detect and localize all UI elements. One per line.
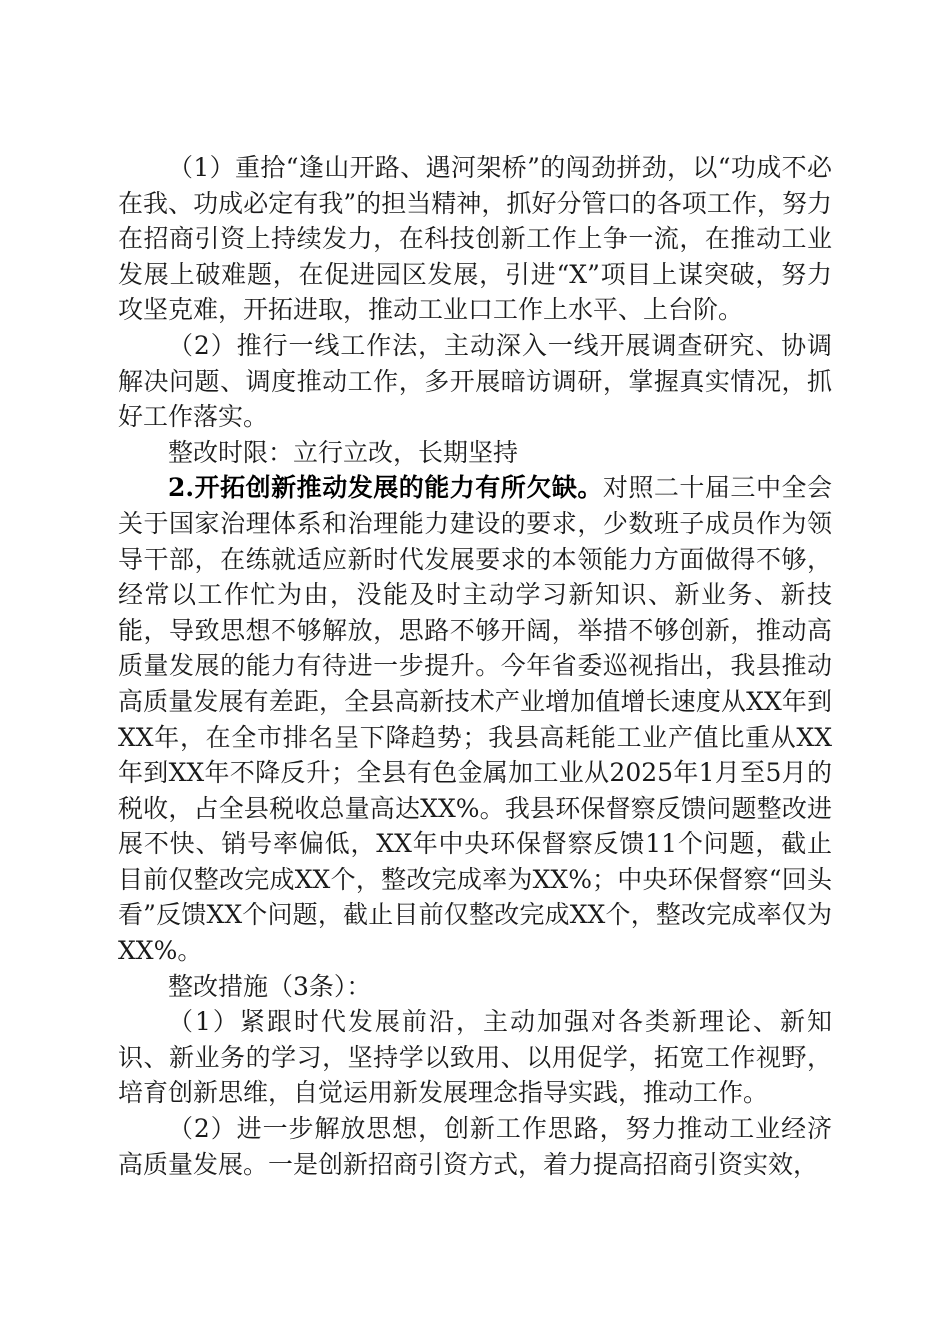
document-body: [118, 150, 832, 1182]
issue-paragraph: [118, 470, 832, 968]
measure-paragraph: （2）进一步解放思想，创新工作思路，努力推动工业经济高质量发展。一是创新招商引资方式，着力提高招商引资实效，: [118, 1114, 832, 1179]
measure-paragraph: （1）重拾“逢山开路、遇河架桥”的闯劲拼劲，以“功成不必在我、功成必定有我”的担当精神，抓好分管口的各项工作，努力在招商引资上持续发力，在科技创新工作上争一流，在推动工业发展上破难题，在促进园区发展，引进“X”项目上谋突破，努力攻坚克难，开拓进取，推动工业口工作上水平、上台阶。: [118, 153, 832, 325]
measure-paragraph: （2）推行一线工作法，主动深入一线开展调查研究、协调解决问题、调度推动工作，多开展暗访调研，掌握真实情况，抓好工作落实。: [118, 330, 832, 432]
issue-description: 对照二十届三中全会关于国家治理体系和治理能力建设的要求，少数班子成员作为领导干部，在练就适应新时代发展要求的本领能力方面做得不够，经常以工作忙为由，没能及时主动学习新知识、新业务、新技能，导致思想不够解放，思路不够开阔，举措不够创新，推动高质量发展的能力有待进一步提升。今年省委巡视指出，我县推动高质量发展有差距，全县高新技术产业增加值增长速度从XX年到XX年，在全市排名呈下降趋势；我县高耗能工业产值比重从XX年到XX年不降反升；全县有色金属加工业从2025年1月至5月的税收，占全县税收总量高达XX%。我县环保督察反馈问题整改进展不快、销号率偏低，XX年中央环保督察反馈11个问题，截止目前仅整改完成XX个，整改完成率为XX%；中央环保督察“回头看”反馈XX个问题，截止目前仅整改完成XX个，整改完成率仅为XX%。: [118, 473, 832, 966]
measure-paragraph: （1）紧跟时代发展前沿，主动加强对各类新理论、新知识、新业务的学习，坚持学以致用、以用促学，拓宽工作视野，培育创新思维，自觉运用新发展理念指导实践，推动工作。: [118, 1007, 832, 1108]
issue-heading: 2.开拓创新推动发展的能力有所欠缺。: [168, 473, 603, 503]
deadline-paragraph: 整改时限：立行立改，长期坚持: [168, 437, 519, 467]
measures-heading: 整改措施（3条）：: [168, 971, 372, 1001]
